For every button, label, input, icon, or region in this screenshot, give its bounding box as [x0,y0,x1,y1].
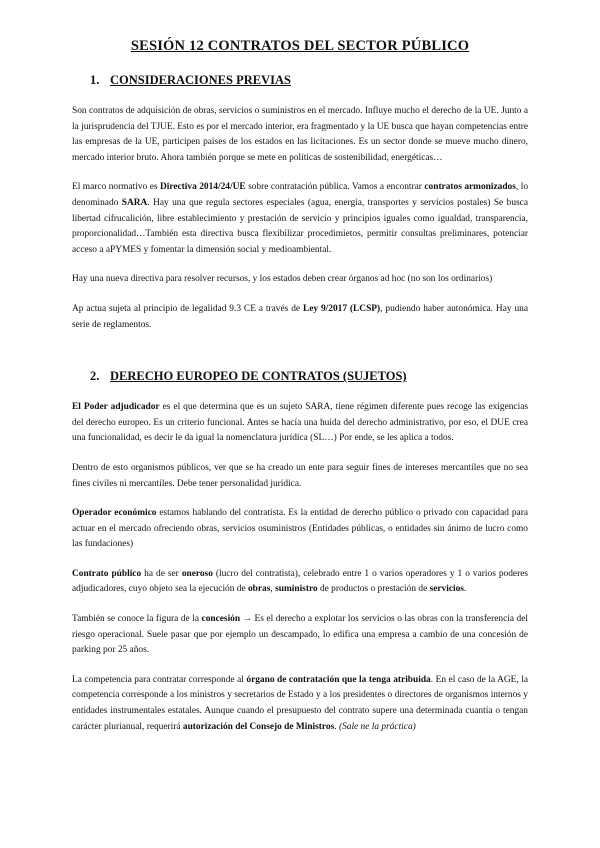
section-heading [90,369,528,384]
paragraph [72,180,528,258]
text-run: es el que determina que es un sujeto SARA, tiene régimen diferente pues recoge las exigencias del derecho europeo. Es un criterio funcional. Antes se hacía una huida del derecho administrativo, por eso, el DUE crea una funcionalidad, es decir le da igual la nomenclatura jurídica (SL…) Por ende, se les aplica a todos. [72,402,529,444]
text-run: de productos o prestación de [317,584,430,595]
paragraph [72,302,528,333]
bold-term: Directiva 2014/24/UE [159,182,246,193]
paragraph [72,400,528,447]
text-run: También se conoce la figura de la [72,614,202,625]
bold-term: obras [247,584,271,595]
bold-term: concesión [201,614,241,625]
bold-term: servicios [429,584,464,595]
paragraph [72,612,528,659]
text-run: , pudiendo haber autonómica. Hay una serie de reglamentos. [72,303,529,330]
text-run: Dentro de esto organismos públicos, ver que se ha creado un ente para seguir fines de intereses mercantiles que no sea fines civiles ni mercantiles. Debe tener personalidad jurídica. [72,462,528,489]
text-run: ha de ser [141,568,182,579]
text-run: Son contratos de adquisición de obras, servicios o suministros en el mercado. Influye mucho el derecho de la UE. Junto a la jurisprudencia del TJUE. Esto es por el mercado interior, era fragmentado y la UE busca que hayan competencias entre las empresas de la UE, participen países de los estados en las licitaciones. Es un sector donde se mueve mucho dinero, mercado interior bruto. Ahora también porque se mete en políticas de sostenibilidad, energéticas… [72,106,528,163]
bold-term: contratos armonizados [424,182,516,193]
bold-term: órgano de contratación que la tenga atribuida [246,674,431,685]
section-heading [90,73,528,88]
paragraph [72,673,528,735]
bold-term: Operador económico [72,508,157,519]
paragraph [72,506,528,553]
text-run: sobre contratación pública. Vamos a encontrar [245,182,425,193]
section-title: DERECHO EUROPEO DE CONTRATOS (SUJETOS) [110,369,407,384]
bold-term: Ley 9/2017 (LCSP) [302,303,381,314]
italic-note: (Sale ne la práctica) [338,721,416,732]
section-number: 1. [90,73,100,87]
document-body [72,73,528,735]
text-run: Hay una nueva directiva para resolver recursos, y los estados deben crear órganos ad hoc (no son los ordinarios) [72,274,493,285]
paragraph [72,461,528,492]
bold-term: SARA [121,197,148,208]
text-run: , [270,584,276,595]
section-spacer [72,347,528,369]
text-run: estamos hablando del contratista. Es la entidad de derecho público o privado con capacidad para actuar en el mercado ofreciendo obras, servicios osuministros (Entidades públicas, o entidades sin ánimo de lucro como las fundaciones) [72,508,528,550]
paragraph [72,104,528,166]
text-run: , lo denominado [72,182,529,208]
text-run: El marco normativo es [72,182,160,193]
text-run: . Hay una que regula sectores especiales (agua, energía, transportes y servicios postales) Se busca libertad cifrucalición, libre establecimiento y prestación de servicio y principios iguales como igualdad, transparencia, proporcionalidad…También esta directiva busca flexibilizar procedimietos, permitir consultas preliminares, potenciar acceso a aPYMES y fomentar la dimensión social y medioambiental. [72,197,528,255]
document-title: SESIÓN 12 CONTRATOS DEL SECTOR PÚBLICO [130,38,470,54]
text-run: Ap actua sujeta al principio de legalidad 9.3 CE a través de [72,303,303,314]
text-run: . [463,584,467,595]
text-run: . [334,721,339,732]
bold-term: suministro [275,584,318,595]
section-number: 2. [90,369,100,384]
text-run: → Es el derecho a explotar los servicios o las obras con la transferencia del riesgo operacional. Suele pasar que por ejemplo un descampado, lo edifica una empresa a cambio de una concesión de parking por 25 años. [72,614,528,656]
paragraph [72,567,528,598]
text-run: . En el caso de la AGE, la competencia corresponde a los ministros y secretarios de Estado y a los presidentes o directores de organismos internos y entidades instrumentales estatales. Aunque cuando el presupuesto del contrato supere una determinada cuantía o tengan carácter plurianual, requerirá [72,674,529,732]
bold-term: El Poder adjudicador [72,402,160,413]
bold-term: oneroso [181,568,213,579]
text-run: (lucro del contratista), celebrado entre 1 o varios operadores y 1 o varios poderes adjudicadores, cuyo objeto sea la ejecución de [72,568,528,595]
section-title: CONSIDERACIONES PREVIAS [110,73,291,87]
paragraph [72,272,528,288]
bold-term: Contrato público [72,568,142,579]
text-run: La competencia para contratar corresponde al [72,674,247,685]
bold-term: autorización del Consejo de Ministros [182,721,335,732]
